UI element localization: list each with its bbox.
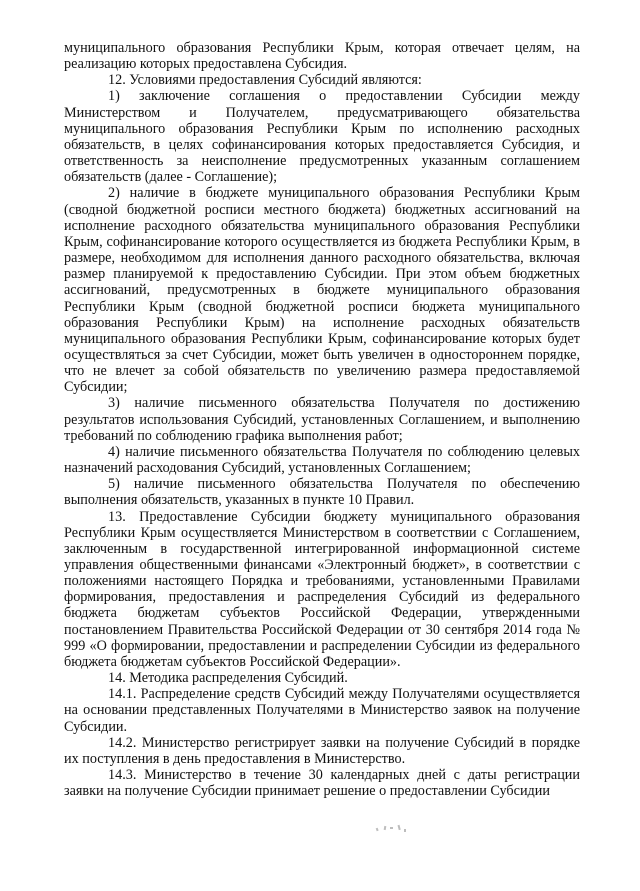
scan-artifact-mark [374,822,414,836]
paragraph-12-heading: 12. Условиями предоставления Субсидий являются: [108,72,422,89]
document-body [64,40,580,799]
paragraph-13: 13. Предоставление Субсидии бюджету муниципального образования Республики Крым осуществляется Министерством в соответствии с Соглашением, заключенным в государственной интегрированной информационной системе управления общественными финансами «Электронный бюджет», в соответствии с положениями настоящего Порядка и требованиями, установленными Правилами формирования, предоставления и распределения Субсидий из федерального бюджета бюджетам субъектов Российской Федерации, утвержденными постановлением Правительства Российской Федерации от 30 сентября 2014 года № 999 «О формировании, предоставлении и распределении Субсидии из федерального бюджета бюджетам субъектов Российской Федерации». [64,508,580,670]
paragraph-14-heading: 14. Методика распределения Субсидий. [108,670,348,687]
paragraph-12-item-3: 3) наличие письменного обязательства Получателя по достижению результатов использования Субсидий, установленных Соглашением, и выполнению требований по соблюдению графика выполнения работ; [64,395,580,444]
paragraph-12-item-2: 2) наличие в бюджете муниципального образования Республики Крым (сводной бюджетной росписи местного бюджета) бюджетных ассигнований на исполнение расходного обязательства муниципального образования Республики Крым, софинансирование которого осуществляется из бюджета Республики Крым, в размере, необходимом для исполнения данного расходного обязательства, включая размер планируемой к предоставлению Субсидии. При этом объем бюджетных ассигнований, предусмотренных в бюджете муниципального образования Республики Крым (сводной бюджетной росписи бюджета муниципального образования Республики Крым) на исполнение расходных обязательств муниципального образования Республики Крым, софинансирование которых будет осуществляться за счет Субсидии, может быть увеличен в одностороннем порядке, что не влечет за собой обязательств по увеличению размера предоставляемой Субсидии; [64,185,580,396]
paragraph-intro-continuation: муниципального образования Республики Крым, которая отвечает целям, на реализацию которых предоставлена Субсидия. [64,40,580,73]
paragraph-14-3: 14.3. Министерство в течение 30 календарных дней с даты регистрации заявки на получение Субсидии принимает решение о предоставлении Субсидии [64,767,580,800]
paragraph-14-2: 14.2. Министерство регистрирует заявки на получение Субсидий в порядке их поступления в день предоставления в Министерство. [64,734,580,767]
paragraph-12-item-1: 1) заключение соглашения о предоставлении Субсидии между Министерством и Получателем, предусматривающего обязательства муниципального образования Республики Крым по исполнению расходных обязательств, в целях софинансирования которых предоставляется Субсидия, и ответственность за неисполнение предусмотренных указанным соглашением обязательств (далее - Соглашение); [64,88,580,186]
paragraph-12-item-5: 5) наличие письменного обязательства Получателя по обеспечению выполнения обязательств, указанных в пункте 10 Правил. [64,476,580,509]
paragraph-12-item-4: 4) наличие письменного обязательства Получателя по соблюдению целевых назначений расходования Субсидий, установленных Соглашением; [64,443,580,477]
paragraph-14-1: 14.1. Распределение средств Субсидий между Получателями осуществляется на основании представленных Получателями в Министерство заявок на получение Субсидии. [64,686,580,735]
